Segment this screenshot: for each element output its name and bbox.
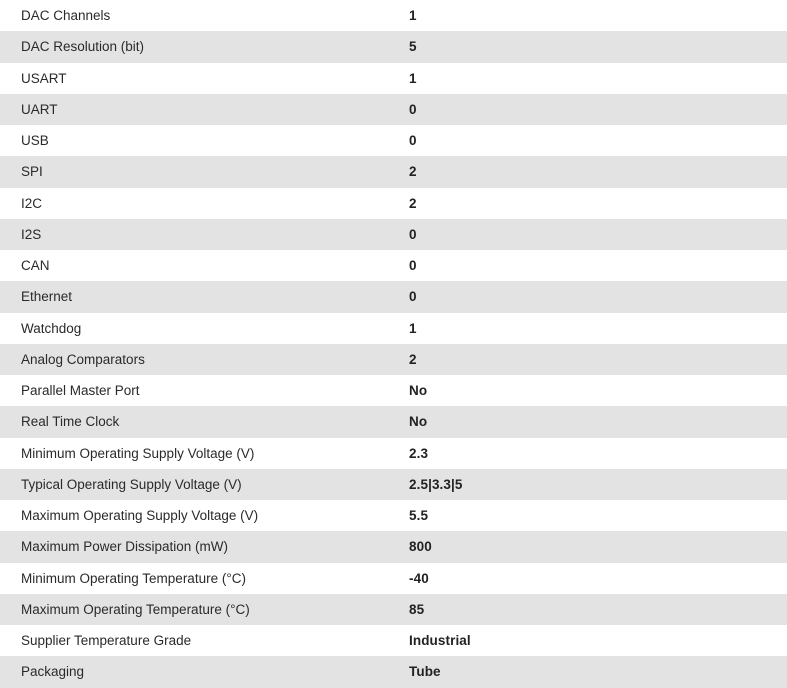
spec-row-watchdog [0, 313, 787, 344]
spec-value: -40 [409, 570, 429, 586]
spec-label: Maximum Operating Supply Voltage (V) [21, 508, 259, 523]
spec-label: CAN [21, 258, 50, 273]
spec-label: SPI [21, 164, 43, 180]
spec-value: 0 [409, 133, 417, 148]
spec-row-supplier-temperature-grade [0, 625, 787, 656]
spec-row-typical-supply-voltage [0, 469, 787, 500]
spec-label: Analog Comparators [21, 351, 145, 367]
spec-value: 0 [409, 101, 417, 117]
spec-label: USART [21, 70, 67, 86]
spec-value: 1 [409, 70, 417, 86]
spec-row-max-operating-temperature [0, 594, 787, 625]
spec-row-max-power-dissipation [0, 531, 787, 562]
spec-row-analog-comparators [0, 344, 787, 375]
spec-value: 2 [409, 195, 417, 211]
spec-row-dac-channels [0, 0, 787, 31]
spec-value: No [409, 414, 428, 430]
spec-row-dac-resolution [0, 31, 787, 62]
spec-label: Ethernet [21, 289, 73, 305]
spec-value: 5 [409, 39, 417, 55]
spec-label: Real Time Clock [21, 414, 120, 430]
spec-row-ethernet [0, 281, 787, 312]
spec-row-can [0, 250, 787, 281]
spec-value: 0 [409, 226, 417, 242]
spec-value: 5.5 [409, 508, 429, 523]
spec-value: 1 [409, 320, 417, 336]
spec-label: Minimum Operating Supply Voltage (V) [21, 445, 255, 461]
spec-label: USB [21, 133, 49, 148]
spec-row-max-supply-voltage [0, 500, 787, 531]
spec-value: 0 [409, 289, 417, 305]
spec-value: 1 [409, 8, 417, 23]
spec-value: 2 [409, 351, 417, 367]
spec-label: Maximum Power Dissipation (mW) [21, 539, 229, 555]
spec-row-spi [0, 156, 787, 187]
spec-row-min-supply-voltage [0, 438, 787, 469]
spec-row-min-operating-temperature [0, 563, 787, 594]
spec-label: Watchdog [21, 320, 82, 336]
spec-label: Maximum Operating Temperature (°C) [21, 601, 250, 617]
spec-value: 2.3 [409, 445, 429, 461]
spec-row-i2s [0, 219, 787, 250]
spec-value: No [409, 383, 428, 398]
spec-value: Industrial [409, 633, 471, 648]
spec-label: Supplier Temperature Grade [21, 633, 192, 648]
spec-row-parallel-master-port [0, 375, 787, 406]
spec-label: Typical Operating Supply Voltage (V) [21, 476, 242, 492]
spec-label: Packaging [21, 664, 85, 680]
spec-label: Parallel Master Port [21, 383, 140, 398]
spec-value: 85 [409, 601, 425, 617]
spec-row-packaging [0, 656, 787, 687]
spec-label: Minimum Operating Temperature (°C) [21, 570, 246, 586]
spec-value: 2 [409, 164, 417, 180]
spec-row-usb [0, 125, 787, 156]
spec-value: 2.5|3.3|5 [409, 476, 463, 492]
spec-value: Tube [409, 664, 441, 680]
spec-label: DAC Resolution (bit) [21, 39, 145, 55]
spec-label: I2C [21, 195, 43, 211]
spec-value: 0 [409, 258, 417, 273]
spec-label: I2S [21, 226, 42, 242]
spec-label: DAC Channels [21, 8, 111, 23]
spec-value: 800 [409, 539, 432, 555]
spec-row-real-time-clock [0, 406, 787, 437]
spec-label: UART [21, 101, 58, 117]
spec-row-i2c [0, 188, 787, 219]
spec-row-usart [0, 63, 787, 94]
spec-row-uart [0, 94, 787, 125]
